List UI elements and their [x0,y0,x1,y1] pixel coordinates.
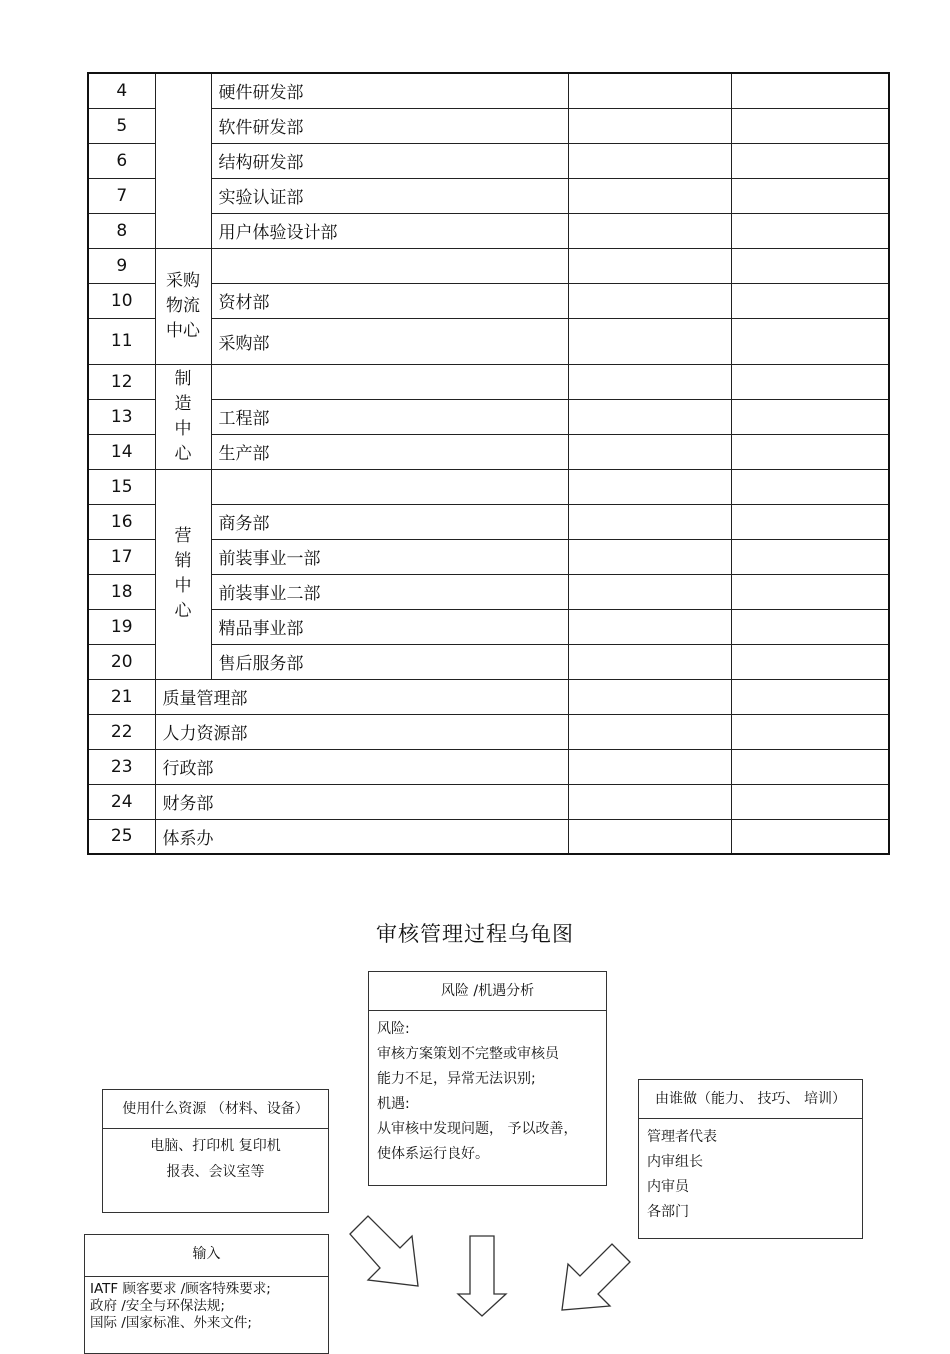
department-name: 前装事业一部 [211,539,568,574]
input-line: IATF 顾客要求 /顾客特殊要求; [90,1281,271,1297]
department-name: 用户体验设计部 [211,213,568,248]
department-name: 售后服务部 [211,644,568,679]
responsible-line: 内审组长 [647,1154,703,1170]
group-marketing: 营销中心 [155,469,211,679]
diagonal-down-left-arrow-icon [562,1244,630,1310]
department-name: 财务部 [155,784,568,819]
department-name: 行政部 [155,749,568,784]
row-number: 14 [88,434,155,469]
row-number: 7 [88,178,155,213]
risk-opportunity-header: 风险 /机遇分析 [369,972,606,1011]
row-number: 19 [88,609,155,644]
down-arrow-icon [458,1236,506,1316]
row-number: 21 [88,679,155,714]
row-number: 11 [88,318,155,364]
department-name: 软件研发部 [211,108,568,143]
resources-header: 使用什么资源 （材料、设备） [103,1090,328,1129]
risk-line: 风险: [377,1021,410,1037]
row-number: 18 [88,574,155,609]
risk-line: 使体系运行良好。 [377,1146,489,1162]
input-line: 国际 /国家标准、外来文件; [90,1315,252,1331]
row-number: 22 [88,714,155,749]
department-name: 商务部 [211,504,568,539]
responsible-header: 由谁做（能力、 技巧、 培训） [639,1080,862,1119]
department-name: 生产部 [211,434,568,469]
row-number: 24 [88,784,155,819]
department-name: 采购部 [211,318,568,364]
department-name: 硬件研发部 [211,73,568,108]
risk-line: 能力不足，异常无法识别; [377,1071,536,1087]
group-purchase-logistics: 采购物流中心 [155,248,211,364]
department-name: 资材部 [211,283,568,318]
department-name: 质量管理部 [155,679,568,714]
input-line: 政府 /安全与环保法规; [90,1298,225,1314]
responsible-line: 各部门 [647,1204,689,1220]
row-number: 9 [88,248,155,283]
department-name: 结构研发部 [211,143,568,178]
row-number: 15 [88,469,155,504]
resources-line: 电脑、打印机 复印机 [150,1138,281,1154]
row-number: 25 [88,819,155,854]
row-number: 6 [88,143,155,178]
department-name: 前装事业二部 [211,574,568,609]
department-name: 精品事业部 [211,609,568,644]
department-name: 工程部 [211,399,568,434]
row-number: 13 [88,399,155,434]
risk-line: 审核方案策划不完整或审核员 [377,1046,559,1062]
department-name: 人力资源部 [155,714,568,749]
responsible-line: 管理者代表 [647,1129,717,1145]
responsible-line: 内审员 [647,1179,689,1195]
row-number: 10 [88,283,155,318]
group-manufacturing: 制造中心 [155,364,211,469]
risk-line: 从审核中发现问题， 予以改善， [377,1121,578,1137]
diagram-title: 审核管理过程乌龟图 [376,922,574,946]
department-name: 实验认证部 [211,178,568,213]
input-header: 输入 [85,1235,328,1277]
row-number: 20 [88,644,155,679]
diagonal-down-right-arrow-icon [350,1216,418,1286]
row-number: 16 [88,504,155,539]
row-number: 8 [88,213,155,248]
row-number: 5 [88,108,155,143]
risk-line: 机遇: [377,1096,410,1112]
resources-line: 报表、会议室等 [166,1164,265,1180]
department-name: 体系办 [155,819,568,854]
row-number: 12 [88,364,155,399]
row-number: 23 [88,749,155,784]
row-number: 4 [88,73,155,108]
row-number: 17 [88,539,155,574]
